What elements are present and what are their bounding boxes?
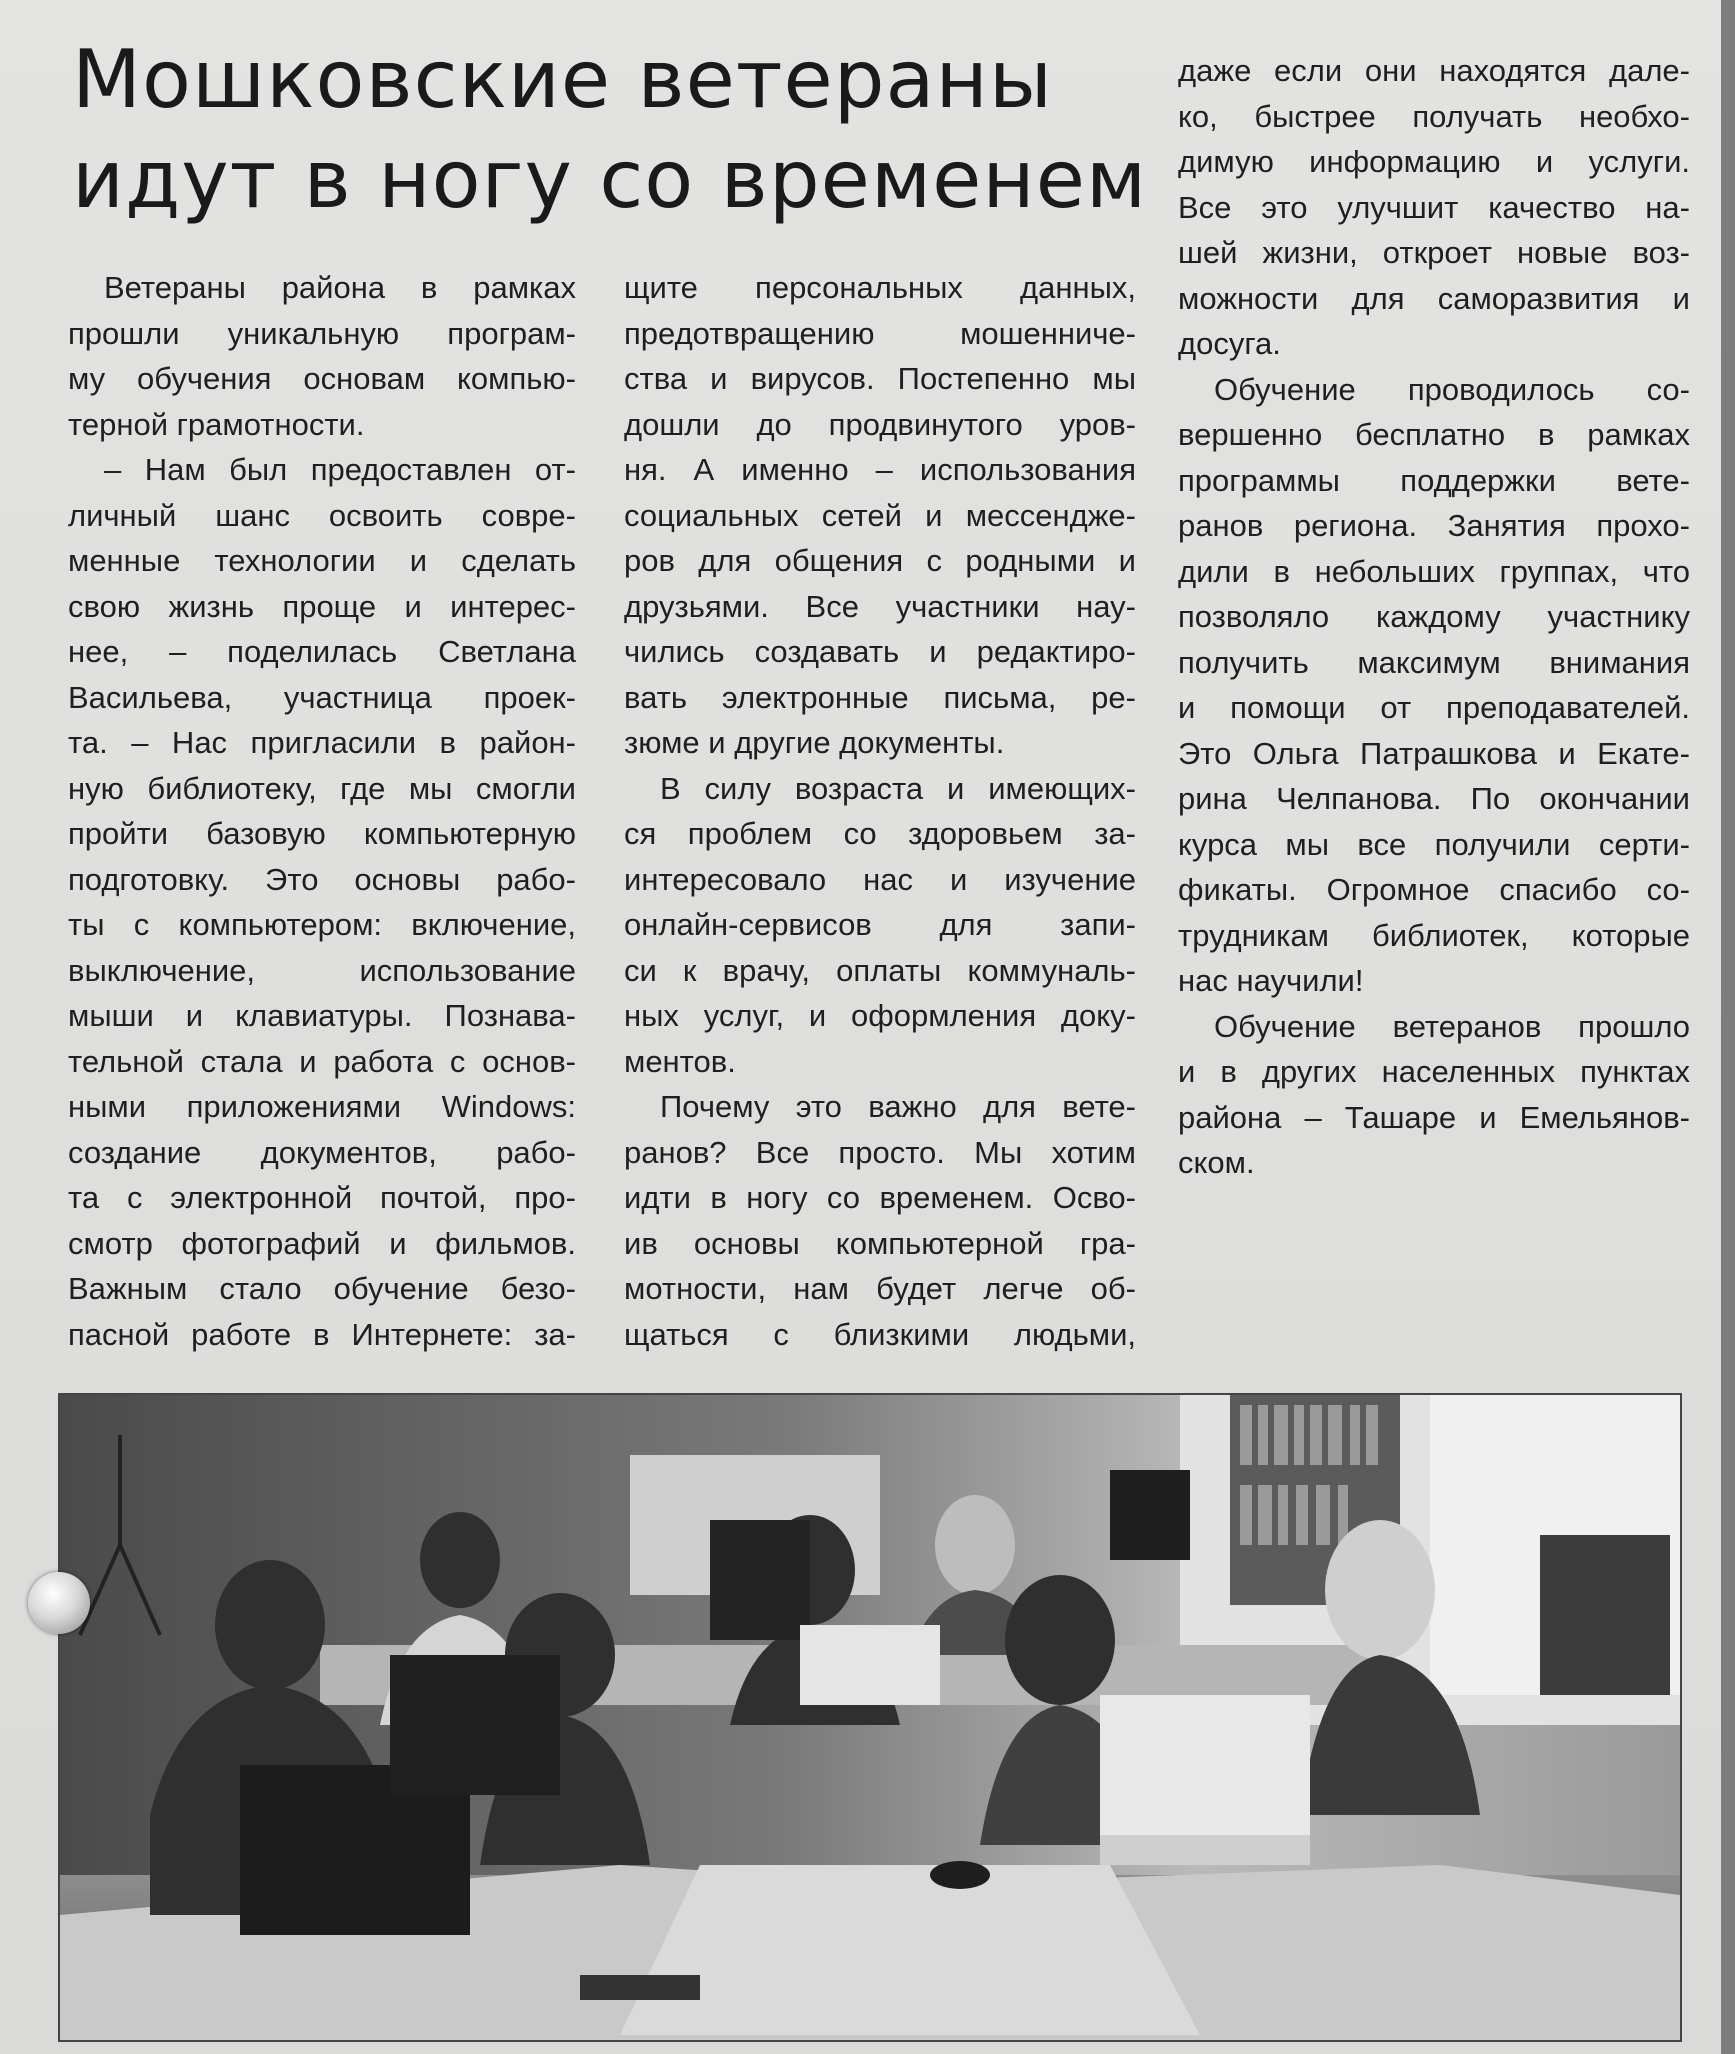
article-text-line: нее, – поделилась Светлана	[68, 634, 576, 669]
article-text-line: Васильева, участница проек-	[68, 679, 576, 715]
article-text-line: ства и вирусов. Постепенно мы	[624, 361, 1136, 396]
article-text-line: онлайн-сервисов для запи-	[624, 907, 1136, 942]
article-column-1	[68, 265, 576, 1357]
article-text-line: дошли до продвинутого уров-	[624, 406, 1136, 442]
article-text-line: В силу возраста и имеющих-	[660, 770, 1136, 806]
headline-line-2: идут в ногу со временем	[72, 133, 1148, 226]
article-text-line: идти в ногу со временем. Осво-	[624, 1180, 1136, 1215]
article-text-line: ском.	[1178, 1145, 1255, 1180]
article-text-line: создание документов, рабо-	[68, 1134, 576, 1170]
article-text-line: дили в небольших группах, что	[1178, 553, 1690, 589]
article-text-line: получить максимум внимания	[1178, 644, 1690, 680]
article-text-line: нас научили!	[1178, 963, 1364, 998]
article-text-line: зюме и другие документы.	[624, 725, 1005, 760]
article-text-line: ранов региона. Занятия прохо-	[1178, 508, 1690, 543]
article-text-line: ко, быстрее получать необхо-	[1178, 98, 1690, 134]
article-text-line: ня. А именно – использования	[624, 452, 1136, 487]
headline-line-1: Мошковские ветераны	[72, 33, 1053, 126]
article-text-line: и в других населенных пунктах	[1178, 1054, 1690, 1089]
article-text-line: ментов.	[624, 1043, 736, 1079]
article-text-line: свою жизнь проще и интерес-	[68, 588, 576, 624]
article-headline	[72, 30, 1162, 230]
article-text-line: можности для саморазвития и	[1178, 280, 1690, 316]
article-text-line: ранов? Все просто. Мы хотим	[624, 1134, 1136, 1170]
article-text-line: пройти базовую компьютерную	[68, 816, 576, 851]
article-column-2	[624, 265, 1136, 1357]
article-text-line: досуга.	[1178, 326, 1281, 361]
article-text-line: ив основы компьютерной гра-	[624, 1225, 1136, 1261]
article-text-line: пасной работе в Интернете: за-	[68, 1316, 576, 1352]
article-text-line: трудникам библиотек, которые	[1178, 917, 1690, 953]
article-text-line: ров для общения с родными и	[624, 543, 1136, 578]
article-text-line: рина Челпанова. По окончании	[1178, 781, 1690, 816]
article-text-line: мотности, нам будет легче об-	[624, 1271, 1136, 1306]
article-text-line: Все это улучшит качество на-	[1178, 189, 1690, 225]
photo-classroom-image	[60, 1395, 1680, 2040]
article-text-line: курса мы все получили серти-	[1178, 826, 1690, 862]
article-text-line: чились создавать и редактиро-	[624, 634, 1136, 669]
article-text-line: Обучение ветеранов прошло	[1214, 1008, 1690, 1044]
article-text-line: позволяло каждому участнику	[1178, 599, 1690, 634]
article-text-line: ную библиотеку, где мы смогли	[68, 770, 576, 806]
article-text-line: тельной стала и работа с основ-	[68, 1043, 576, 1079]
article-text-line: фикаты. Огромное спасибо со-	[1178, 872, 1690, 907]
article-text-line: программы поддержки вете-	[1178, 462, 1690, 498]
article-text-line: друзьями. Все участники нау-	[624, 588, 1136, 624]
page-edge-shadow	[1721, 0, 1735, 2054]
article-text-line: даже если они находятся дале-	[1178, 53, 1690, 88]
article-text-line: та. – Нас пригласили в район-	[68, 725, 576, 760]
article-text-line: интересовало нас и изучение	[624, 861, 1136, 897]
binder-hole	[28, 1572, 90, 1634]
article-text-line: ными приложениями Windows:	[68, 1089, 576, 1124]
article-text-line: района – Ташаре и Емельянов-	[1178, 1099, 1690, 1135]
article-text-line: Почему это важно для вете-	[660, 1089, 1136, 1124]
article-text-line: смотр фотографий и фильмов.	[68, 1225, 576, 1261]
article-text-line: менные технологии и сделать	[68, 543, 576, 578]
article-text-line: си к врачу, оплаты коммуналь-	[624, 952, 1136, 988]
article-column-3	[1178, 48, 1690, 1186]
article-text-line: мыши и клавиатуры. Познава-	[68, 998, 576, 1033]
article-text-line: щите персональных данных,	[624, 270, 1136, 305]
article-text-line: Ветераны района в рамках	[104, 270, 576, 305]
article-text-line: терной грамотности.	[68, 406, 365, 442]
article-photo	[58, 1393, 1682, 2042]
article-text-line: – Нам был предоставлен от-	[104, 452, 576, 487]
article-text-line: ся проблем со здоровьем за-	[624, 816, 1136, 851]
article-text-line: ных услуг, и оформления доку-	[624, 998, 1136, 1033]
article-text-line: и помощи от преподавателей.	[1178, 690, 1690, 725]
article-text-line: социальных сетей и мессендже-	[624, 497, 1136, 533]
article-text-line: Это Ольга Патрашкова и Екате-	[1178, 735, 1690, 771]
article-text-line: предотвращению мошенниче-	[624, 315, 1136, 351]
article-text-line: шей жизни, откроет новые воз-	[1178, 235, 1690, 270]
article-text-line: личный шанс освоить совре-	[68, 497, 576, 533]
article-text-line: прошли уникальную програм-	[68, 315, 576, 351]
article-text-line: димую информацию и услуги.	[1178, 144, 1690, 179]
article-text-line: выключение, использование	[68, 952, 576, 988]
article-text-line: Обучение проводилось со-	[1214, 371, 1690, 407]
article-text-line: Важным стало обучение безо-	[68, 1271, 576, 1306]
article-text-line: вершенно бесплатно в рамках	[1178, 417, 1690, 452]
article-text-line: щаться с близкими людьми,	[624, 1316, 1136, 1352]
article-text-line: подготовку. Это основы рабо-	[68, 861, 576, 897]
article-text-line: ты с компьютером: включение,	[68, 907, 576, 942]
article-text-line: вать электронные письма, ре-	[624, 679, 1136, 715]
article-text-line: му обучения основам компью-	[68, 361, 576, 396]
article-text-line: та с электронной почтой, про-	[68, 1180, 576, 1215]
